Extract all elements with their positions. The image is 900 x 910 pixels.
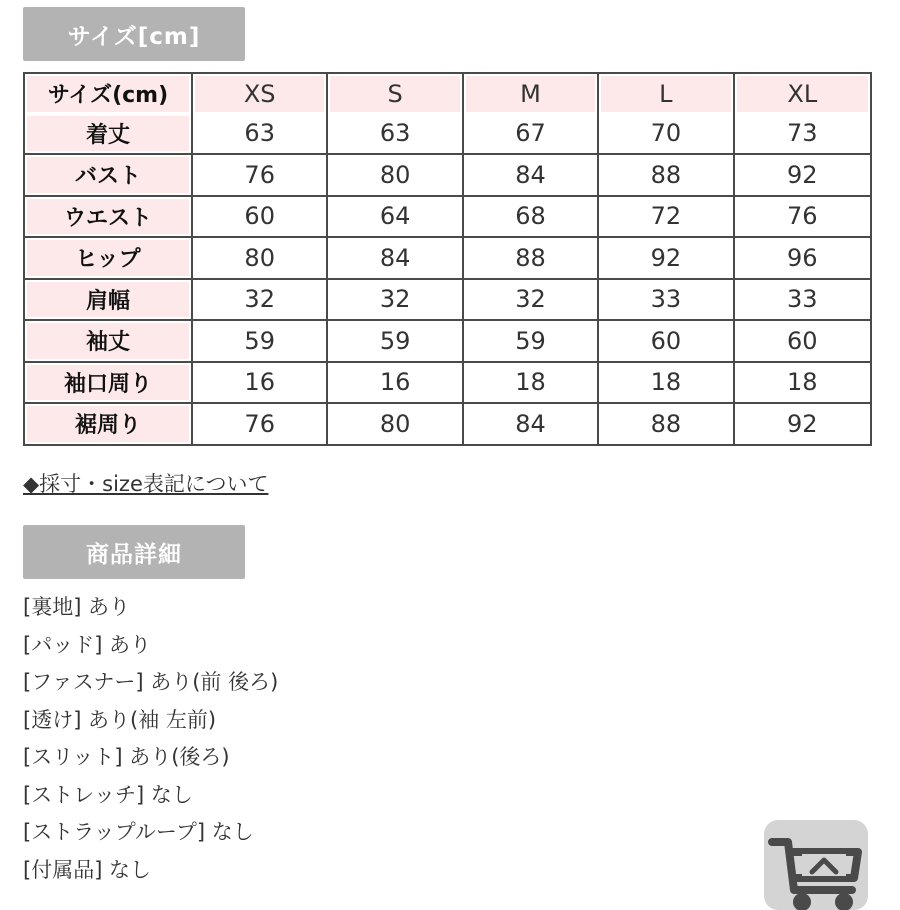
table-cell: 80 — [328, 155, 463, 197]
table-cell: 88 — [464, 238, 599, 280]
table-header-row — [25, 74, 870, 114]
column-header-s: S — [328, 74, 463, 114]
size-notation-link[interactable]: ◆採寸・size表記について — [23, 472, 269, 496]
table-row — [25, 280, 870, 322]
table-row — [25, 321, 870, 363]
detail-item-accessories: [付属品] なし — [23, 857, 152, 882]
table-cell: 84 — [464, 404, 599, 444]
table-cell: 32 — [193, 280, 328, 322]
table-corner-label: サイズ(cm) — [25, 74, 193, 114]
table-cell: 92 — [787, 409, 818, 438]
row-label: 肩幅 — [25, 280, 193, 322]
table-cell: 59 — [328, 321, 463, 363]
row-label: 袖口周り — [25, 363, 193, 405]
row-label: ウエスト — [25, 197, 193, 239]
table-cell: 60 — [599, 321, 734, 363]
table-cell: 76 — [735, 197, 870, 239]
table-cell: 63 — [193, 114, 328, 156]
table-cell: 80 — [328, 404, 463, 444]
table-cell: 16 — [328, 363, 463, 405]
detail-item-pad: [パッド] あり — [23, 632, 152, 657]
table-row — [25, 114, 870, 156]
product-detail-title: 商品詳細 — [23, 525, 245, 579]
table-cell: 73 — [735, 114, 870, 156]
detail-item-slit: [スリット] あり(後ろ) — [23, 745, 230, 769]
table-row — [25, 404, 870, 444]
table-cell: 59 — [464, 321, 599, 363]
detail-item-fastener: [ファスナー] あり(前 後ろ) — [23, 670, 279, 694]
table-cell: 32 — [328, 280, 463, 322]
table-cell: 16 — [193, 363, 328, 405]
row-label: 裾周り — [25, 404, 193, 444]
table-cell: 76 — [193, 155, 328, 197]
table-cell: 68 — [464, 197, 599, 239]
table-cell: 96 — [735, 238, 870, 280]
table-cell: 76 — [193, 404, 328, 444]
detail-item-sheer: [透け] あり(袖 左前) — [23, 707, 217, 732]
table-cell: 64 — [328, 197, 463, 239]
table-row — [25, 238, 870, 280]
table-cell: 67 — [464, 114, 599, 156]
table-cell: 33 — [735, 280, 870, 322]
table-cell: 18 — [464, 363, 599, 405]
detail-item-strap-loop: [ストラップループ] なし — [23, 820, 254, 844]
size-section-title: サイズ[cm] — [23, 7, 245, 61]
size-table — [23, 72, 872, 446]
table-cell: 18 — [599, 363, 734, 405]
table-cell: 33 — [599, 280, 734, 322]
table-cell: 70 — [599, 114, 734, 156]
table-cell: 60 — [193, 197, 328, 239]
row-label: 袖丈 — [25, 321, 193, 363]
table-cell: 72 — [599, 197, 734, 239]
table-row — [25, 197, 870, 239]
row-label: バスト — [25, 155, 193, 197]
row-label: ヒップ — [25, 238, 193, 280]
column-header-xs: XS — [193, 74, 328, 114]
product-detail-list — [23, 589, 278, 889]
table-cell: 88 — [599, 155, 734, 197]
table-cell: 88 — [599, 404, 734, 444]
table-cell: 32 — [464, 280, 599, 322]
column-header-l: L — [599, 74, 734, 114]
table-row — [25, 155, 870, 197]
row-label: 着丈 — [25, 114, 193, 156]
detail-item-lining: [裏地] あり — [23, 595, 131, 619]
table-cell: 60 — [735, 321, 870, 363]
detail-item-stretch: [ストレッチ] なし — [23, 782, 193, 807]
table-cell: 84 — [464, 155, 599, 197]
column-header-xl: XL — [735, 74, 870, 114]
table-cell: 84 — [328, 238, 463, 280]
table-cell: 92 — [599, 238, 734, 280]
table-cell: 63 — [328, 114, 463, 156]
chevron-up-icon — [802, 854, 846, 876]
cart-scroll-top-button[interactable] — [764, 820, 868, 910]
table-cell: 92 — [735, 155, 870, 197]
table-cell: 18 — [735, 363, 870, 405]
table-cell: 59 — [193, 321, 328, 363]
table-cell: 80 — [193, 238, 328, 280]
table-row — [25, 363, 870, 405]
column-header-m: M — [464, 74, 599, 114]
